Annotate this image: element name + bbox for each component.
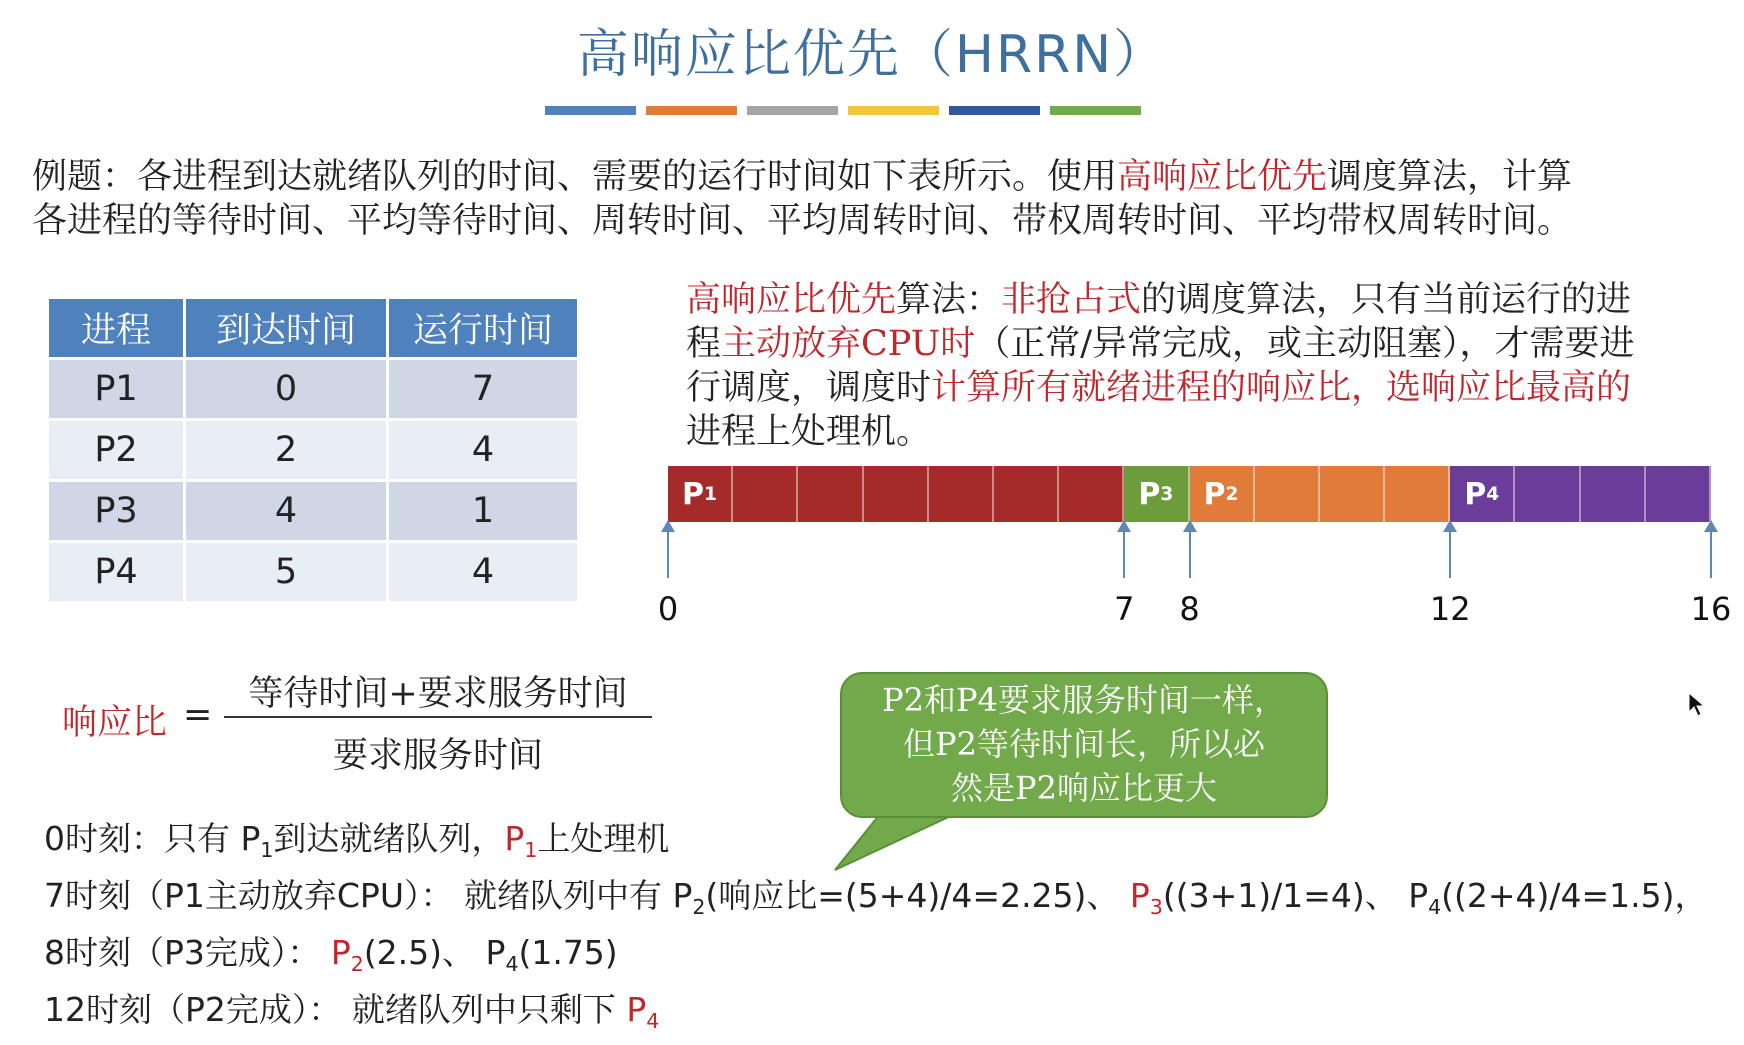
- title-bar-segment: [747, 106, 838, 115]
- gantt-process-label: P: [1203, 476, 1226, 512]
- gantt-process-subscript: 4: [1486, 483, 1500, 505]
- gantt-cell: [733, 466, 798, 522]
- time-arrow: [1189, 528, 1191, 578]
- formula-label: 响应比: [62, 703, 168, 743]
- time-tick-label: 12: [1429, 590, 1471, 628]
- problem-line-2: 各进程的等待时间、平均等待时间、周转时间、平均周转时间、带权周转时间、平均带权周转时间。: [32, 201, 1573, 241]
- problem-line-1: 例题：各进程到达就绪队列的时间、需要的运行时间如下表所示。使用高响应比优先调度算法，计算: [32, 157, 1573, 197]
- algo-line-1: 高响应比优先算法：非抢占式的调度算法，只有当前运行的进: [686, 280, 1632, 320]
- gantt-cell: [668, 466, 733, 522]
- gantt-cell: [1190, 466, 1255, 522]
- callout-line-3: 然是P2响应比更大: [951, 769, 1217, 807]
- process-table: [46, 296, 580, 604]
- algo-line-2: 程主动放弃CPU时（正常/异常完成，或主动阻塞），才需要进: [686, 324, 1635, 364]
- gantt-process-label: P: [682, 476, 704, 512]
- cell-run: 7: [388, 359, 579, 420]
- gantt-process-subscript: 2: [1225, 483, 1239, 505]
- cell-run: 4: [388, 542, 579, 603]
- table-row: [48, 481, 579, 542]
- algo-line-4: 进程上处理机。: [686, 412, 932, 452]
- cell-process: P3: [48, 481, 185, 542]
- problem-statement: [32, 155, 1692, 243]
- step-time-0: 0时刻：只有 $P_1$到达就绪队列，$P_1$上处理机: [44, 819, 670, 863]
- gantt-cell: [994, 466, 1059, 522]
- gantt-process-subscript: 3: [1160, 483, 1174, 505]
- callout-line-2: 但P2等待时间长，所以必: [903, 725, 1265, 763]
- title-bar-segment: [545, 106, 636, 115]
- gantt-cell: [1124, 466, 1189, 522]
- table-row: [48, 359, 579, 420]
- gantt-cell: [1515, 466, 1580, 522]
- algorithm-name-highlight: 高响应比优先: [1117, 157, 1328, 197]
- gantt-process-label: P: [1464, 476, 1487, 512]
- time-arrow: [1123, 528, 1125, 578]
- time-arrow: [1710, 528, 1712, 578]
- table-row: [48, 420, 579, 481]
- table-row: [48, 542, 579, 603]
- callout-bubble: [840, 672, 1328, 818]
- header-process: 进程: [48, 298, 185, 359]
- gantt-cell: [864, 466, 929, 522]
- algorithm-description: [686, 278, 1706, 454]
- gantt-cell: [1581, 466, 1646, 522]
- gantt-cell: [1646, 466, 1711, 522]
- time-arrow: [1449, 528, 1451, 578]
- mouse-cursor-icon: [1688, 692, 1706, 718]
- cell-run: 1: [388, 481, 579, 542]
- time-tick-label: 0: [657, 590, 679, 628]
- step-time-12: 12时刻（P2完成）： 就绪队列中只剩下 $P_4$: [44, 990, 660, 1034]
- title-bar-segment: [646, 106, 737, 115]
- formula-denominator: 要求服务时间: [332, 736, 543, 776]
- header-arrival-time: 到达时间: [185, 298, 388, 359]
- gantt-time-axis: [657, 522, 1732, 632]
- header-run-time: 运行时间: [388, 298, 579, 359]
- formula-equals: =: [183, 695, 213, 735]
- cell-arrival: 4: [185, 481, 388, 542]
- time-tick-label: 16: [1690, 590, 1732, 628]
- title-bar-segment: [949, 106, 1040, 115]
- step-time-7: 7时刻（P1主动放弃CPU）： 就绪队列中有 $P_2$(响应比=(5+4)/4=2.25)、 $P_3((3+1)/1=4)$、 $P_4((2+4)/4=1.5)$，: [44, 876, 1708, 920]
- gantt-cell: [798, 466, 863, 522]
- gantt-process-label: P: [1138, 476, 1161, 512]
- cell-process: P1: [48, 359, 185, 420]
- cell-arrival: 5: [185, 542, 388, 603]
- formula-numerator: 等待时间+要求服务时间: [248, 674, 628, 714]
- gantt-cell: [1059, 466, 1124, 522]
- gantt-cell: [929, 466, 994, 522]
- cell-process: P2: [48, 420, 185, 481]
- scheduling-steps: [44, 816, 1724, 1045]
- time-tick-label: 7: [1114, 590, 1135, 628]
- gantt-cell: [1255, 466, 1320, 522]
- gantt-cell: [1450, 466, 1515, 522]
- gantt-chart: [668, 466, 1711, 522]
- step-time-8: 8时刻（P3完成）： $P_2(2.5)$、 $P_4(1.75)$: [44, 933, 618, 977]
- fraction-line: [224, 716, 652, 718]
- title-bar-segment: [848, 106, 939, 115]
- gantt-cell: [1320, 466, 1385, 522]
- cell-arrival: 0: [185, 359, 388, 420]
- gantt-process-subscript: 1: [704, 483, 717, 505]
- callout-line-1: P2和P4要求服务时间一样，: [882, 681, 1286, 719]
- title-color-bar: [545, 106, 1141, 115]
- cell-process: P4: [48, 542, 185, 603]
- slide-title: 高响应比优先（HRRN）: [576, 25, 1168, 85]
- cell-run: 4: [388, 420, 579, 481]
- gantt-cell: [1385, 466, 1450, 522]
- cell-arrival: 2: [185, 420, 388, 481]
- time-arrow: [667, 528, 669, 578]
- time-tick-label: 8: [1179, 590, 1200, 628]
- table-header-row: [48, 298, 579, 359]
- title-bar-segment: [1050, 106, 1141, 115]
- algo-line-3: 行调度，调度时计算所有就绪进程的响应比，选响应比最高的: [686, 368, 1632, 408]
